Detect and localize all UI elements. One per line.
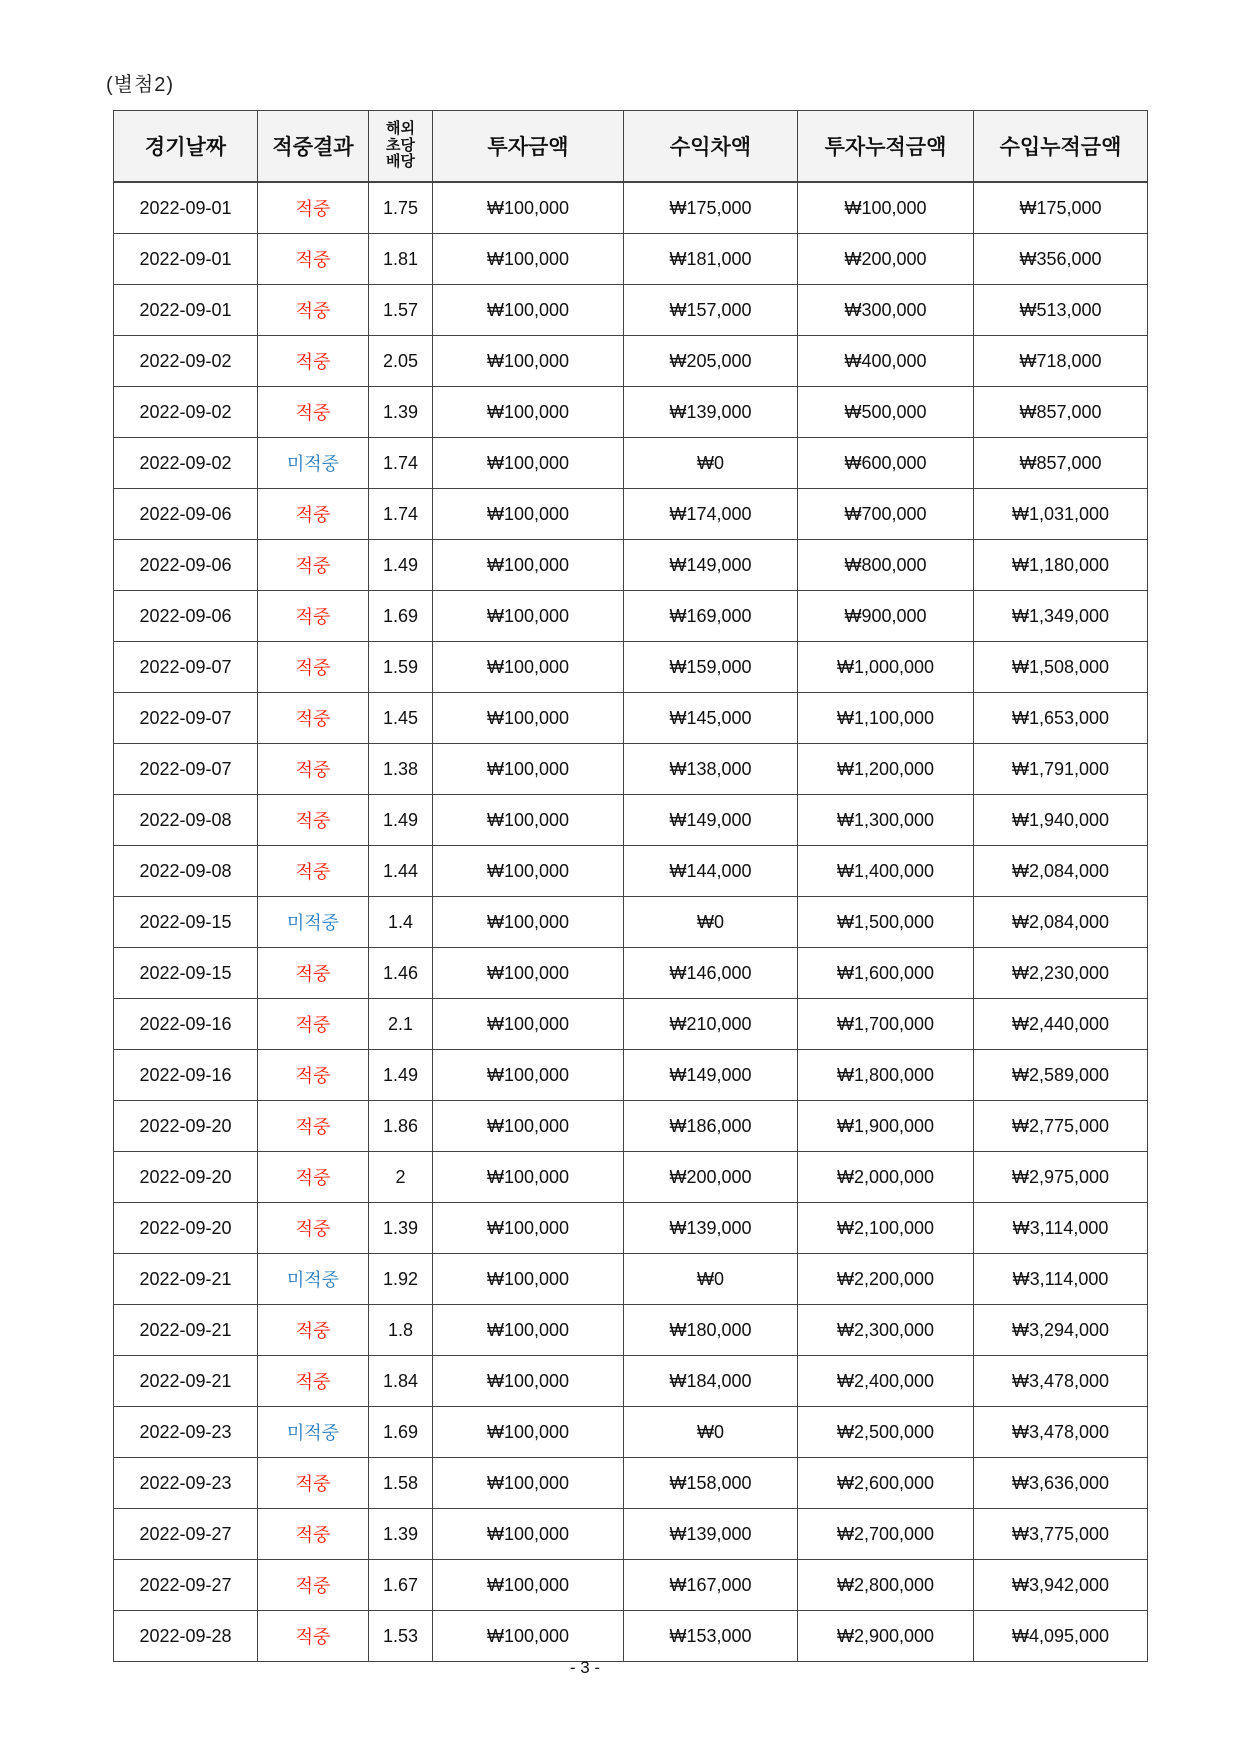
cell-cum-income: ₩2,589,000: [974, 1050, 1148, 1101]
cell-invest: ₩100,000: [433, 1407, 624, 1458]
table-row: [114, 387, 1148, 438]
cell-result: 적중: [258, 336, 369, 387]
cell-date: 2022-09-06: [114, 540, 258, 591]
table-header-row: [114, 111, 1148, 183]
cell-profit: ₩149,000: [624, 795, 798, 846]
cell-odds: 1.53: [369, 1611, 433, 1662]
cell-cum-income: ₩1,653,000: [974, 693, 1148, 744]
cell-odds: 1.38: [369, 744, 433, 795]
cell-cum-income: ₩857,000: [974, 438, 1148, 489]
cell-date: 2022-09-21: [114, 1254, 258, 1305]
cell-date: 2022-09-02: [114, 387, 258, 438]
cell-profit: ₩174,000: [624, 489, 798, 540]
cell-odds: 1.39: [369, 387, 433, 438]
cell-odds: 1.49: [369, 1050, 433, 1101]
cell-cum-income: ₩1,031,000: [974, 489, 1148, 540]
cell-profit: ₩169,000: [624, 591, 798, 642]
table-row: [114, 438, 1148, 489]
cell-result: 적중: [258, 1509, 369, 1560]
cell-odds: 1.44: [369, 846, 433, 897]
cell-odds: 1.69: [369, 1407, 433, 1458]
cell-cum-income: ₩2,975,000: [974, 1152, 1148, 1203]
cell-odds: 1.4: [369, 897, 433, 948]
table-row: [114, 540, 1148, 591]
cell-odds: 1.74: [369, 438, 433, 489]
cell-cum-invest: ₩2,400,000: [798, 1356, 974, 1407]
table-row: [114, 795, 1148, 846]
cell-result: 적중: [258, 182, 369, 234]
cell-cum-invest: ₩1,900,000: [798, 1101, 974, 1152]
cell-cum-invest: ₩1,400,000: [798, 846, 974, 897]
cell-invest: ₩100,000: [433, 999, 624, 1050]
cell-profit: ₩139,000: [624, 387, 798, 438]
cell-cum-income: ₩3,114,000: [974, 1254, 1148, 1305]
cell-cum-invest: ₩1,300,000: [798, 795, 974, 846]
table-row: [114, 642, 1148, 693]
cell-date: 2022-09-08: [114, 846, 258, 897]
cell-result: 적중: [258, 1101, 369, 1152]
cell-result: 적중: [258, 387, 369, 438]
cell-cum-invest: ₩2,000,000: [798, 1152, 974, 1203]
cell-cum-income: ₩718,000: [974, 336, 1148, 387]
cell-cum-income: ₩857,000: [974, 387, 1148, 438]
cell-invest: ₩100,000: [433, 336, 624, 387]
cell-cum-invest: ₩2,200,000: [798, 1254, 974, 1305]
cell-profit: ₩146,000: [624, 948, 798, 999]
table-row: [114, 846, 1148, 897]
table-row: [114, 1101, 1148, 1152]
cell-invest: ₩100,000: [433, 1611, 624, 1662]
cell-cum-invest: ₩100,000: [798, 182, 974, 234]
cell-odds: 1.49: [369, 540, 433, 591]
cell-cum-invest: ₩200,000: [798, 234, 974, 285]
cell-cum-income: ₩2,084,000: [974, 897, 1148, 948]
cell-odds: 1.81: [369, 234, 433, 285]
cell-date: 2022-09-27: [114, 1509, 258, 1560]
cell-profit: ₩149,000: [624, 540, 798, 591]
table-row: [114, 1356, 1148, 1407]
cell-date: 2022-09-23: [114, 1407, 258, 1458]
table-row: [114, 1152, 1148, 1203]
cell-cum-income: ₩1,508,000: [974, 642, 1148, 693]
table-row: [114, 182, 1148, 234]
cell-date: 2022-09-08: [114, 795, 258, 846]
cell-cum-invest: ₩2,800,000: [798, 1560, 974, 1611]
cell-profit: ₩0: [624, 1407, 798, 1458]
cell-cum-income: ₩4,095,000: [974, 1611, 1148, 1662]
cell-cum-income: ₩1,349,000: [974, 591, 1148, 642]
cell-result: 적중: [258, 540, 369, 591]
cell-date: 2022-09-01: [114, 285, 258, 336]
cell-result: 적중: [258, 1356, 369, 1407]
results-table: [113, 110, 1148, 1662]
cell-invest: ₩100,000: [433, 897, 624, 948]
cell-cum-invest: ₩2,900,000: [798, 1611, 974, 1662]
cell-date: 2022-09-20: [114, 1101, 258, 1152]
col-header-cum-invest: 투자누적금액: [798, 111, 974, 183]
cell-profit: ₩158,000: [624, 1458, 798, 1509]
cell-odds: 1.92: [369, 1254, 433, 1305]
cell-cum-income: ₩3,775,000: [974, 1509, 1148, 1560]
cell-date: 2022-09-20: [114, 1203, 258, 1254]
cell-invest: ₩100,000: [433, 591, 624, 642]
cell-result: 적중: [258, 234, 369, 285]
col-header-profit: 수익차액: [624, 111, 798, 183]
cell-odds: 1.39: [369, 1509, 433, 1560]
cell-profit: ₩144,000: [624, 846, 798, 897]
cell-cum-invest: ₩2,300,000: [798, 1305, 974, 1356]
col-header-odds: [369, 111, 433, 183]
cell-cum-invest: ₩900,000: [798, 591, 974, 642]
cell-invest: ₩100,000: [433, 1458, 624, 1509]
cell-date: 2022-09-16: [114, 1050, 258, 1101]
cell-profit: ₩200,000: [624, 1152, 798, 1203]
table-row: [114, 1458, 1148, 1509]
table-row: [114, 1509, 1148, 1560]
cell-cum-invest: ₩500,000: [798, 387, 974, 438]
cell-odds: 2: [369, 1152, 433, 1203]
cell-invest: ₩100,000: [433, 846, 624, 897]
cell-profit: ₩180,000: [624, 1305, 798, 1356]
cell-profit: ₩149,000: [624, 1050, 798, 1101]
cell-invest: ₩100,000: [433, 387, 624, 438]
col-header-date: 경기날짜: [114, 111, 258, 183]
cell-invest: ₩100,000: [433, 438, 624, 489]
cell-date: 2022-09-02: [114, 336, 258, 387]
cell-date: 2022-09-15: [114, 948, 258, 999]
cell-cum-income: ₩2,440,000: [974, 999, 1148, 1050]
table-row: [114, 1305, 1148, 1356]
col-header-odds-line1: 해외: [386, 119, 415, 137]
col-header-result: 적중결과: [258, 111, 369, 183]
page-title: (별첨2): [106, 74, 175, 96]
cell-profit: ₩0: [624, 897, 798, 948]
cell-result: 미적중: [258, 1407, 369, 1458]
col-header-cum-income: 수입누적금액: [974, 111, 1148, 183]
cell-odds: 1.49: [369, 795, 433, 846]
cell-invest: ₩100,000: [433, 1560, 624, 1611]
cell-result: 적중: [258, 591, 369, 642]
table-row: [114, 489, 1148, 540]
cell-result: 미적중: [258, 438, 369, 489]
table-row: [114, 285, 1148, 336]
col-header-invest: 투자금액: [433, 111, 624, 183]
cell-date: 2022-09-16: [114, 999, 258, 1050]
cell-invest: ₩100,000: [433, 1356, 624, 1407]
cell-profit: ₩210,000: [624, 999, 798, 1050]
cell-cum-income: ₩513,000: [974, 285, 1148, 336]
cell-profit: ₩184,000: [624, 1356, 798, 1407]
cell-result: 적중: [258, 1203, 369, 1254]
cell-invest: ₩100,000: [433, 1254, 624, 1305]
cell-odds: 1.45: [369, 693, 433, 744]
cell-cum-invest: ₩1,600,000: [798, 948, 974, 999]
cell-profit: ₩181,000: [624, 234, 798, 285]
cell-odds: 1.46: [369, 948, 433, 999]
cell-result: 미적중: [258, 1254, 369, 1305]
cell-result: 적중: [258, 1458, 369, 1509]
cell-odds: 1.84: [369, 1356, 433, 1407]
cell-odds: 1.39: [369, 1203, 433, 1254]
cell-date: 2022-09-07: [114, 642, 258, 693]
cell-odds: 1.74: [369, 489, 433, 540]
col-header-odds-line2: 초당: [386, 136, 415, 154]
table-row: [114, 1560, 1148, 1611]
table-row: [114, 744, 1148, 795]
cell-cum-invest: ₩400,000: [798, 336, 974, 387]
cell-cum-invest: ₩2,500,000: [798, 1407, 974, 1458]
cell-date: 2022-09-02: [114, 438, 258, 489]
cell-date: 2022-09-27: [114, 1560, 258, 1611]
table-row: [114, 1407, 1148, 1458]
cell-profit: ₩159,000: [624, 642, 798, 693]
cell-date: 2022-09-23: [114, 1458, 258, 1509]
cell-odds: 1.67: [369, 1560, 433, 1611]
table-row: [114, 1050, 1148, 1101]
cell-invest: ₩100,000: [433, 1050, 624, 1101]
cell-date: 2022-09-01: [114, 182, 258, 234]
cell-odds: 1.57: [369, 285, 433, 336]
cell-date: 2022-09-21: [114, 1305, 258, 1356]
cell-profit: ₩0: [624, 438, 798, 489]
cell-profit: ₩153,000: [624, 1611, 798, 1662]
cell-result: 적중: [258, 1050, 369, 1101]
cell-cum-invest: ₩1,800,000: [798, 1050, 974, 1101]
cell-result: 적중: [258, 744, 369, 795]
cell-cum-invest: ₩2,700,000: [798, 1509, 974, 1560]
cell-cum-income: ₩3,478,000: [974, 1356, 1148, 1407]
cell-invest: ₩100,000: [433, 948, 624, 999]
table-row: [114, 1254, 1148, 1305]
table-row: [114, 999, 1148, 1050]
table-row: [114, 1611, 1148, 1662]
cell-result: 적중: [258, 489, 369, 540]
table-row: [114, 234, 1148, 285]
cell-result: 적중: [258, 693, 369, 744]
cell-cum-invest: ₩2,100,000: [798, 1203, 974, 1254]
cell-odds: 1.8: [369, 1305, 433, 1356]
cell-invest: ₩100,000: [433, 234, 624, 285]
cell-cum-income: ₩356,000: [974, 234, 1148, 285]
cell-invest: ₩100,000: [433, 285, 624, 336]
cell-odds: 1.59: [369, 642, 433, 693]
cell-cum-invest: ₩700,000: [798, 489, 974, 540]
cell-cum-invest: ₩2,600,000: [798, 1458, 974, 1509]
cell-profit: ₩157,000: [624, 285, 798, 336]
cell-cum-invest: ₩1,100,000: [798, 693, 974, 744]
cell-date: 2022-09-07: [114, 693, 258, 744]
table-body: [114, 182, 1148, 1662]
cell-invest: ₩100,000: [433, 1152, 624, 1203]
cell-result: 적중: [258, 1152, 369, 1203]
cell-profit: ₩139,000: [624, 1203, 798, 1254]
cell-cum-income: ₩2,230,000: [974, 948, 1148, 999]
table-row: [114, 336, 1148, 387]
cell-cum-income: ₩3,636,000: [974, 1458, 1148, 1509]
cell-result: 적중: [258, 795, 369, 846]
cell-cum-invest: ₩300,000: [798, 285, 974, 336]
cell-cum-invest: ₩800,000: [798, 540, 974, 591]
cell-cum-income: ₩1,940,000: [974, 795, 1148, 846]
cell-cum-invest: ₩1,700,000: [798, 999, 974, 1050]
cell-odds: 1.86: [369, 1101, 433, 1152]
cell-date: 2022-09-15: [114, 897, 258, 948]
cell-odds: 2.05: [369, 336, 433, 387]
cell-result: 적중: [258, 642, 369, 693]
cell-date: 2022-09-07: [114, 744, 258, 795]
cell-invest: ₩100,000: [433, 1305, 624, 1356]
cell-odds: 1.69: [369, 591, 433, 642]
cell-cum-income: ₩3,114,000: [974, 1203, 1148, 1254]
cell-cum-income: ₩1,791,000: [974, 744, 1148, 795]
cell-invest: ₩100,000: [433, 182, 624, 234]
cell-invest: ₩100,000: [433, 795, 624, 846]
cell-result: 적중: [258, 948, 369, 999]
cell-result: 적중: [258, 1560, 369, 1611]
cell-invest: ₩100,000: [433, 642, 624, 693]
cell-profit: ₩186,000: [624, 1101, 798, 1152]
table-row: [114, 1203, 1148, 1254]
cell-date: 2022-09-20: [114, 1152, 258, 1203]
cell-profit: ₩138,000: [624, 744, 798, 795]
cell-invest: ₩100,000: [433, 744, 624, 795]
cell-cum-invest: ₩1,000,000: [798, 642, 974, 693]
cell-cum-invest: ₩1,500,000: [798, 897, 974, 948]
cell-odds: 2.1: [369, 999, 433, 1050]
cell-invest: ₩100,000: [433, 1101, 624, 1152]
cell-cum-income: ₩3,478,000: [974, 1407, 1148, 1458]
cell-profit: ₩205,000: [624, 336, 798, 387]
cell-profit: ₩167,000: [624, 1560, 798, 1611]
cell-cum-income: ₩2,775,000: [974, 1101, 1148, 1152]
cell-cum-income: ₩3,942,000: [974, 1560, 1148, 1611]
page-number: - 3 -: [569, 1658, 601, 1677]
cell-result: 미적중: [258, 897, 369, 948]
cell-invest: ₩100,000: [433, 540, 624, 591]
cell-cum-income: ₩1,180,000: [974, 540, 1148, 591]
cell-cum-income: ₩3,294,000: [974, 1305, 1148, 1356]
cell-profit: ₩145,000: [624, 693, 798, 744]
cell-date: 2022-09-06: [114, 591, 258, 642]
cell-invest: ₩100,000: [433, 489, 624, 540]
cell-date: 2022-09-28: [114, 1611, 258, 1662]
cell-cum-income: ₩2,084,000: [974, 846, 1148, 897]
table-row: [114, 948, 1148, 999]
table-row: [114, 897, 1148, 948]
table-row: [114, 693, 1148, 744]
cell-invest: ₩100,000: [433, 693, 624, 744]
cell-result: 적중: [258, 1305, 369, 1356]
cell-profit: ₩175,000: [624, 182, 798, 234]
cell-date: 2022-09-01: [114, 234, 258, 285]
cell-result: 적중: [258, 285, 369, 336]
cell-cum-income: ₩175,000: [974, 182, 1148, 234]
cell-date: 2022-09-21: [114, 1356, 258, 1407]
cell-profit: ₩139,000: [624, 1509, 798, 1560]
cell-invest: ₩100,000: [433, 1509, 624, 1560]
cell-odds: 1.58: [369, 1458, 433, 1509]
cell-cum-invest: ₩600,000: [798, 438, 974, 489]
table-row: [114, 591, 1148, 642]
cell-profit: ₩0: [624, 1254, 798, 1305]
cell-result: 적중: [258, 846, 369, 897]
col-header-odds-line3: 배당: [386, 153, 415, 171]
cell-odds: 1.75: [369, 182, 433, 234]
cell-date: 2022-09-06: [114, 489, 258, 540]
cell-cum-invest: ₩1,200,000: [798, 744, 974, 795]
cell-invest: ₩100,000: [433, 1203, 624, 1254]
cell-result: 적중: [258, 999, 369, 1050]
cell-result: 적중: [258, 1611, 369, 1662]
